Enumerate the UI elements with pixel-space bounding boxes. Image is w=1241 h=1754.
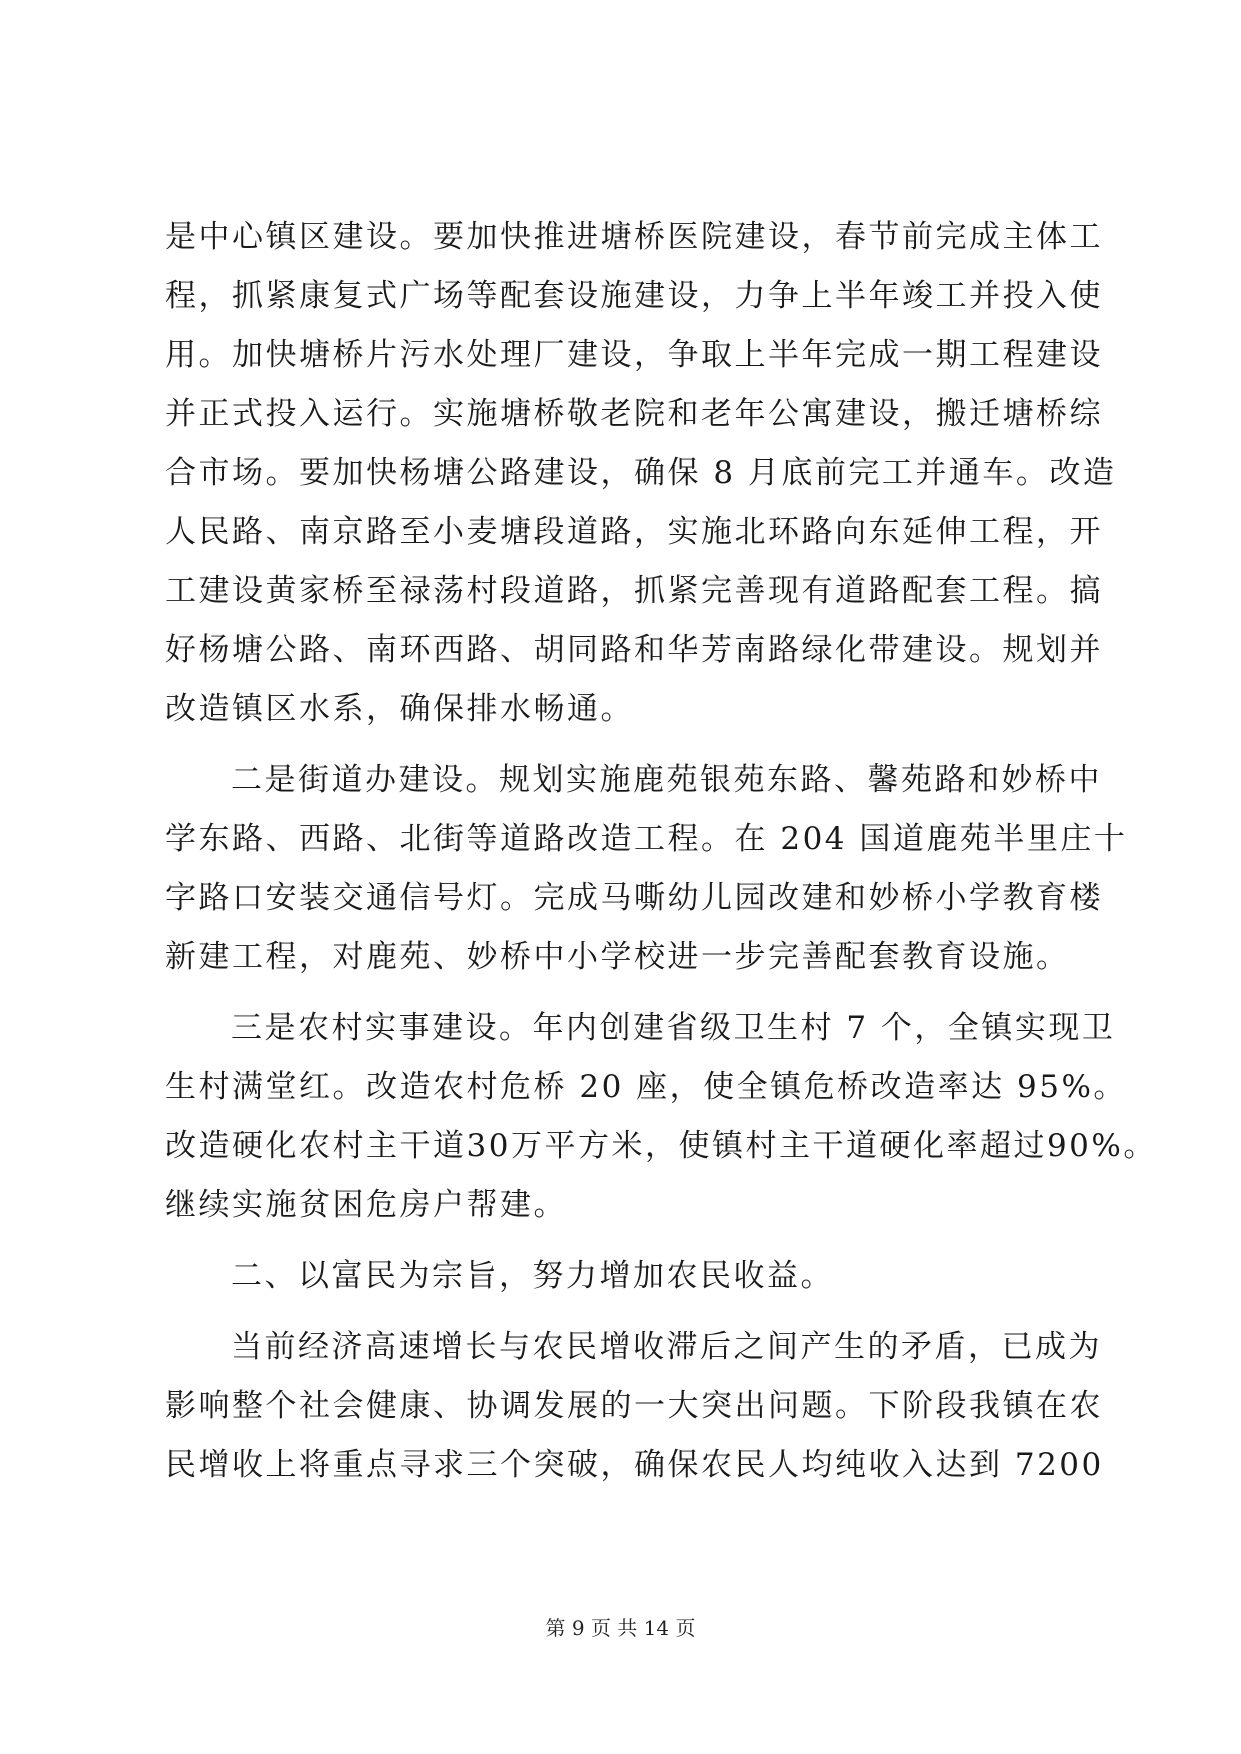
text-line: 民增收上将重点寻求三个突破，确保农民人均纯收入达到 7200 [165, 1447, 1104, 1483]
text-line: 二是街道办建设。规划实施鹿苑银苑东路、馨苑路和妙桥中 [231, 762, 1102, 798]
paragraph [165, 1247, 1085, 1306]
text-line: 是中心镇区建设。要加快推进塘桥医院建设，春节前完成主体工 [165, 219, 1103, 255]
text-line: 人民路、南京路至小麦塘段道路，实施北环路向东延伸工程，开 [165, 514, 1103, 550]
document-body [165, 208, 1157, 1495]
text-line: 当前经济高速增长与农民增收滞后之间产生的矛盾，已成为 [231, 1329, 1102, 1365]
paragraph-gap [165, 1235, 1085, 1247]
page-footer: 第 9 页 共 14 页 [545, 1616, 696, 1640]
text-line: 继续实施贫困危房户帮建。 [165, 1187, 567, 1223]
text-line: 并正式投入运行。实施塘桥敬老院和老年公寓建设，搬迁塘桥综 [165, 396, 1103, 432]
text-line: 改造镇区水系，确保排水畅通。 [165, 691, 634, 727]
text-line: 字路口安装交通信号灯。完成马嘶幼儿园改建和妙桥小学教育楼 [165, 880, 1103, 916]
text-line: 生村满堂红。改造农村危桥 20 座，使全镇危桥改造率达 95%。 [165, 1069, 1127, 1105]
paragraph-gap [165, 987, 1085, 999]
paragraph [165, 1318, 1104, 1495]
text-line: 好杨塘公路、南环西路、胡同路和华芳南路绿化带建设。规划并 [165, 632, 1103, 668]
text-line: 工建设黄家桥至禄荡村段道路，抓紧完善现有道路配套工程。搞 [165, 573, 1103, 609]
paragraph [165, 999, 1157, 1235]
text-line: 新建工程，对鹿苑、妙桥中小学校进一步完善配套教育设施。 [165, 939, 1070, 975]
text-line: 程，抓紧康复式广场等配套设施建设，力争上半年竣工并投入使 [165, 278, 1103, 314]
text-line: 影响整个社会健康、协调发展的一大突出问题。下阶段我镇在农 [165, 1388, 1103, 1424]
paragraph-gap [165, 1306, 1085, 1318]
paragraph-gap [165, 739, 1085, 751]
text-line: 用。加快塘桥片污水处理厂建设，争取上半年完成一期工程建设 [165, 337, 1103, 373]
paragraph [165, 751, 1128, 987]
text-line: 合市场。要加快杨塘公路建设，确保 8 月底前完工并通车。改造 [165, 455, 1117, 491]
text-line: 三是农村实事建设。年内创建省级卫生村 7 个，全镇实现卫 [231, 1010, 1116, 1046]
paragraph [165, 208, 1117, 739]
text-line: 改造硬化农村主干道30万平方米，使镇村主干道硬化率超过90%。 [165, 1128, 1157, 1164]
text-line: 学东路、西路、北街等道路改造工程。在 204 国道鹿苑半里庄十 [165, 821, 1128, 857]
text-line: 二、以富民为宗旨，努力增加农民收益。 [231, 1258, 834, 1294]
